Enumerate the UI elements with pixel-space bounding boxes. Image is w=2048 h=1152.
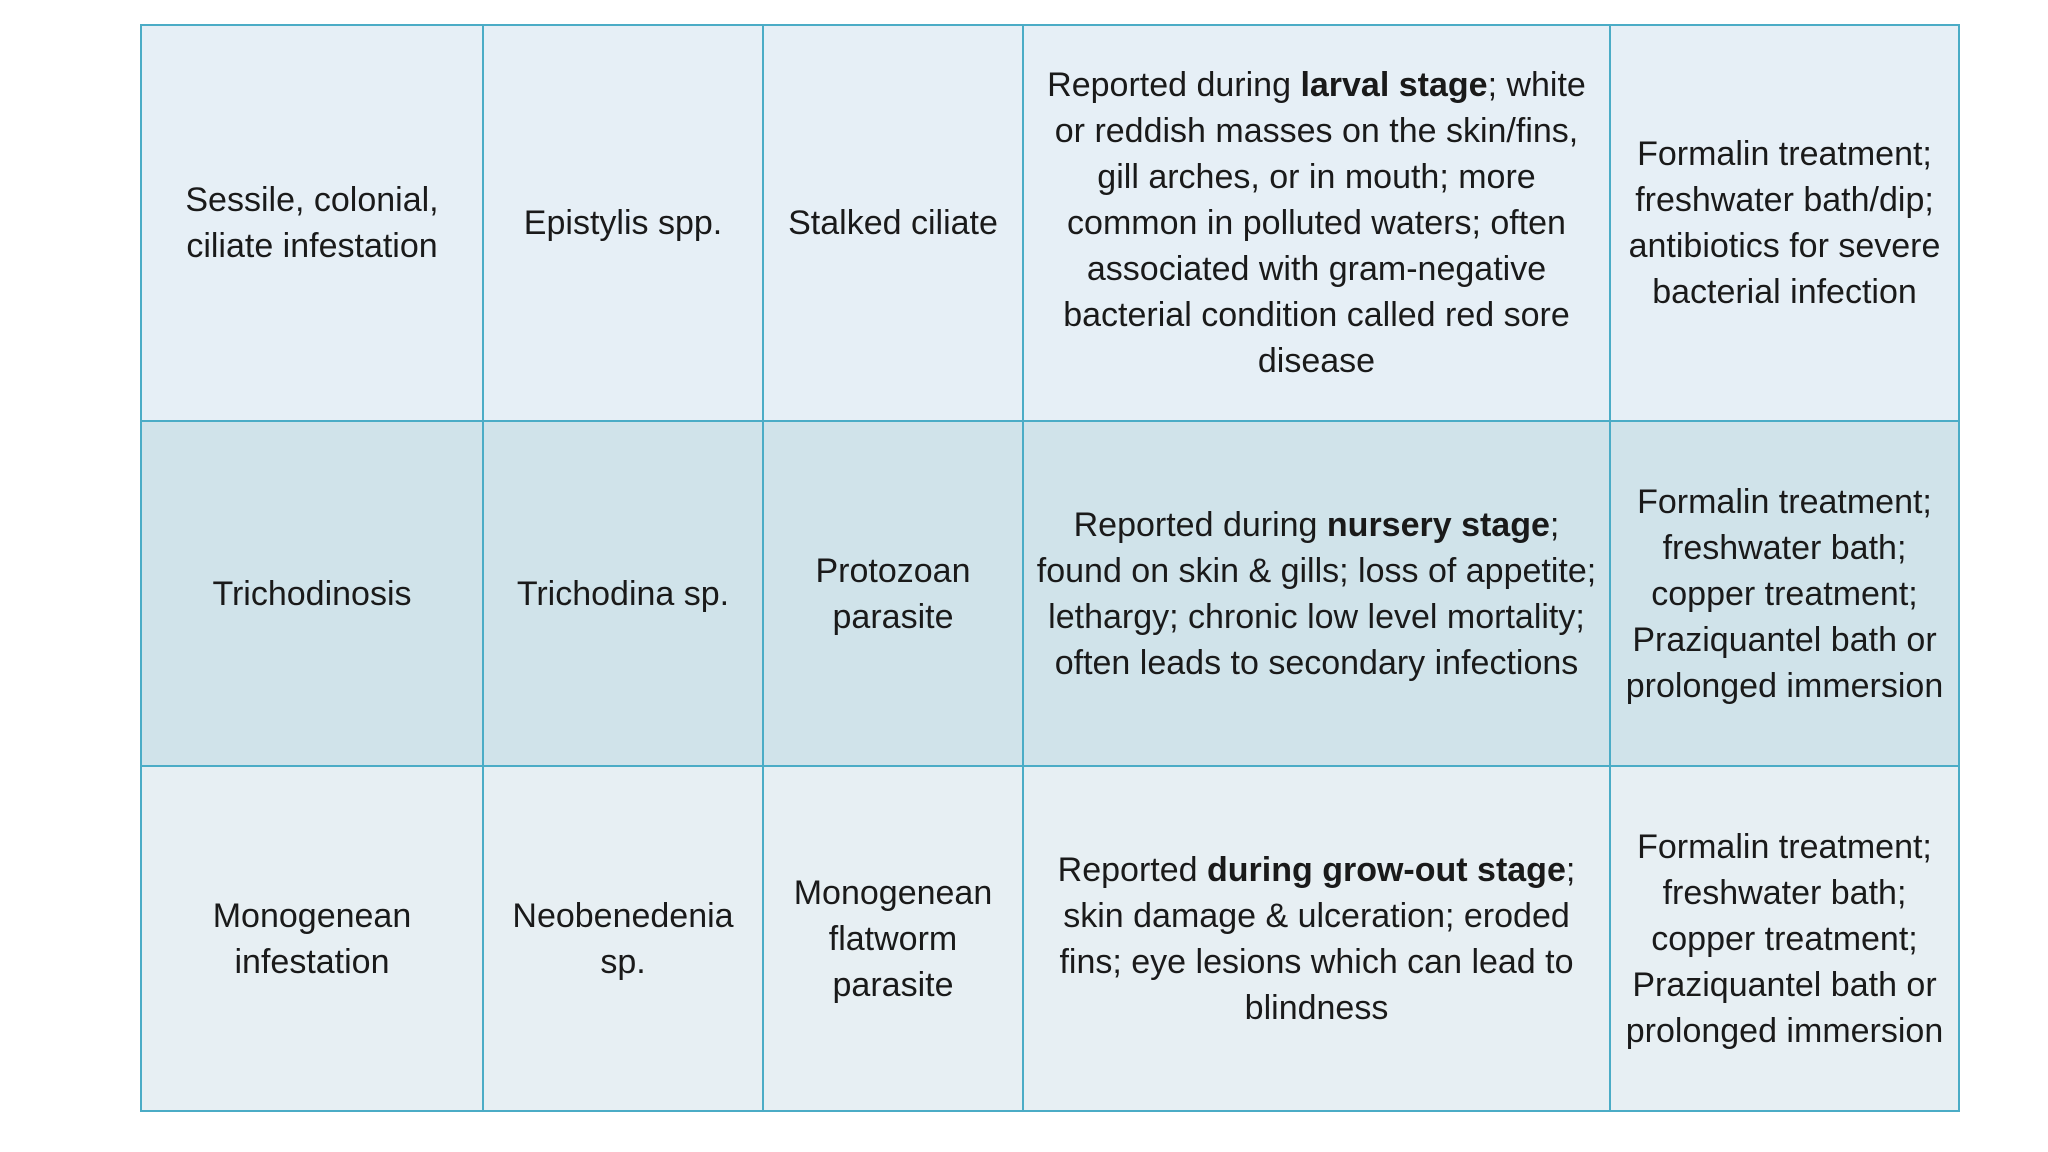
table-row (141, 25, 1959, 421)
condition-cell: Sessile, colonial, ciliate infestation (141, 25, 483, 421)
signs-stage-bold: during grow-out stage (1207, 850, 1566, 889)
treatment-cell: Formalin treatment; freshwater bath; copper treatment; Praziquantel bath or prolonged immersion (1610, 421, 1959, 766)
table-row (141, 766, 1959, 1111)
signs-stage-bold: larval stage (1300, 66, 1488, 104)
signs-text-rest: ; white or reddish masses on the skin/fins, gill arches, or in mouth; more common in polluted waters; often associated with gram-negative bacterial condition called red sore disease (1054, 66, 1586, 380)
clinical-signs-cell (1023, 25, 1610, 421)
table-row (141, 421, 1959, 766)
pathogen-cell: Neobenedenia sp. (483, 766, 763, 1111)
signs-text-lead: Reported (1057, 850, 1207, 889)
pathogen-type-cell: Monogenean flatworm parasite (763, 766, 1023, 1111)
clinical-signs-cell (1023, 421, 1610, 766)
pathogen-cell: Trichodina sp. (483, 421, 763, 766)
pathogen-type-cell: Protozoan parasite (763, 421, 1023, 766)
treatment-cell: Formalin treatment; freshwater bath; copper treatment; Praziquantel bath or prolonged immersion (1610, 766, 1959, 1111)
disease-table (140, 24, 1960, 1112)
pathogen-type-cell: Stalked ciliate (763, 25, 1023, 421)
signs-stage-bold: nursery stage (1326, 505, 1550, 544)
signs-text-rest: ; skin damage & ulceration; eroded fins; eye lesions which can lead to blindness (1059, 850, 1576, 1027)
clinical-signs-cell (1023, 766, 1610, 1111)
treatment-cell: Formalin treatment; freshwater bath/dip; antibiotics for severe bacterial infection (1610, 25, 1959, 421)
pathogen-cell: Epistylis spp. (483, 25, 763, 421)
condition-cell: Trichodinosis (141, 421, 483, 766)
signs-text-lead: Reported during (1073, 505, 1327, 544)
condition-cell: Monogenean infestation (141, 766, 483, 1111)
signs-text-lead: Reported during (1047, 66, 1301, 104)
signs-text-rest: ; found on skin & gills; loss of appetite; lethargy; chronic low level mortality; often leads to secondary infections (1036, 505, 1597, 682)
